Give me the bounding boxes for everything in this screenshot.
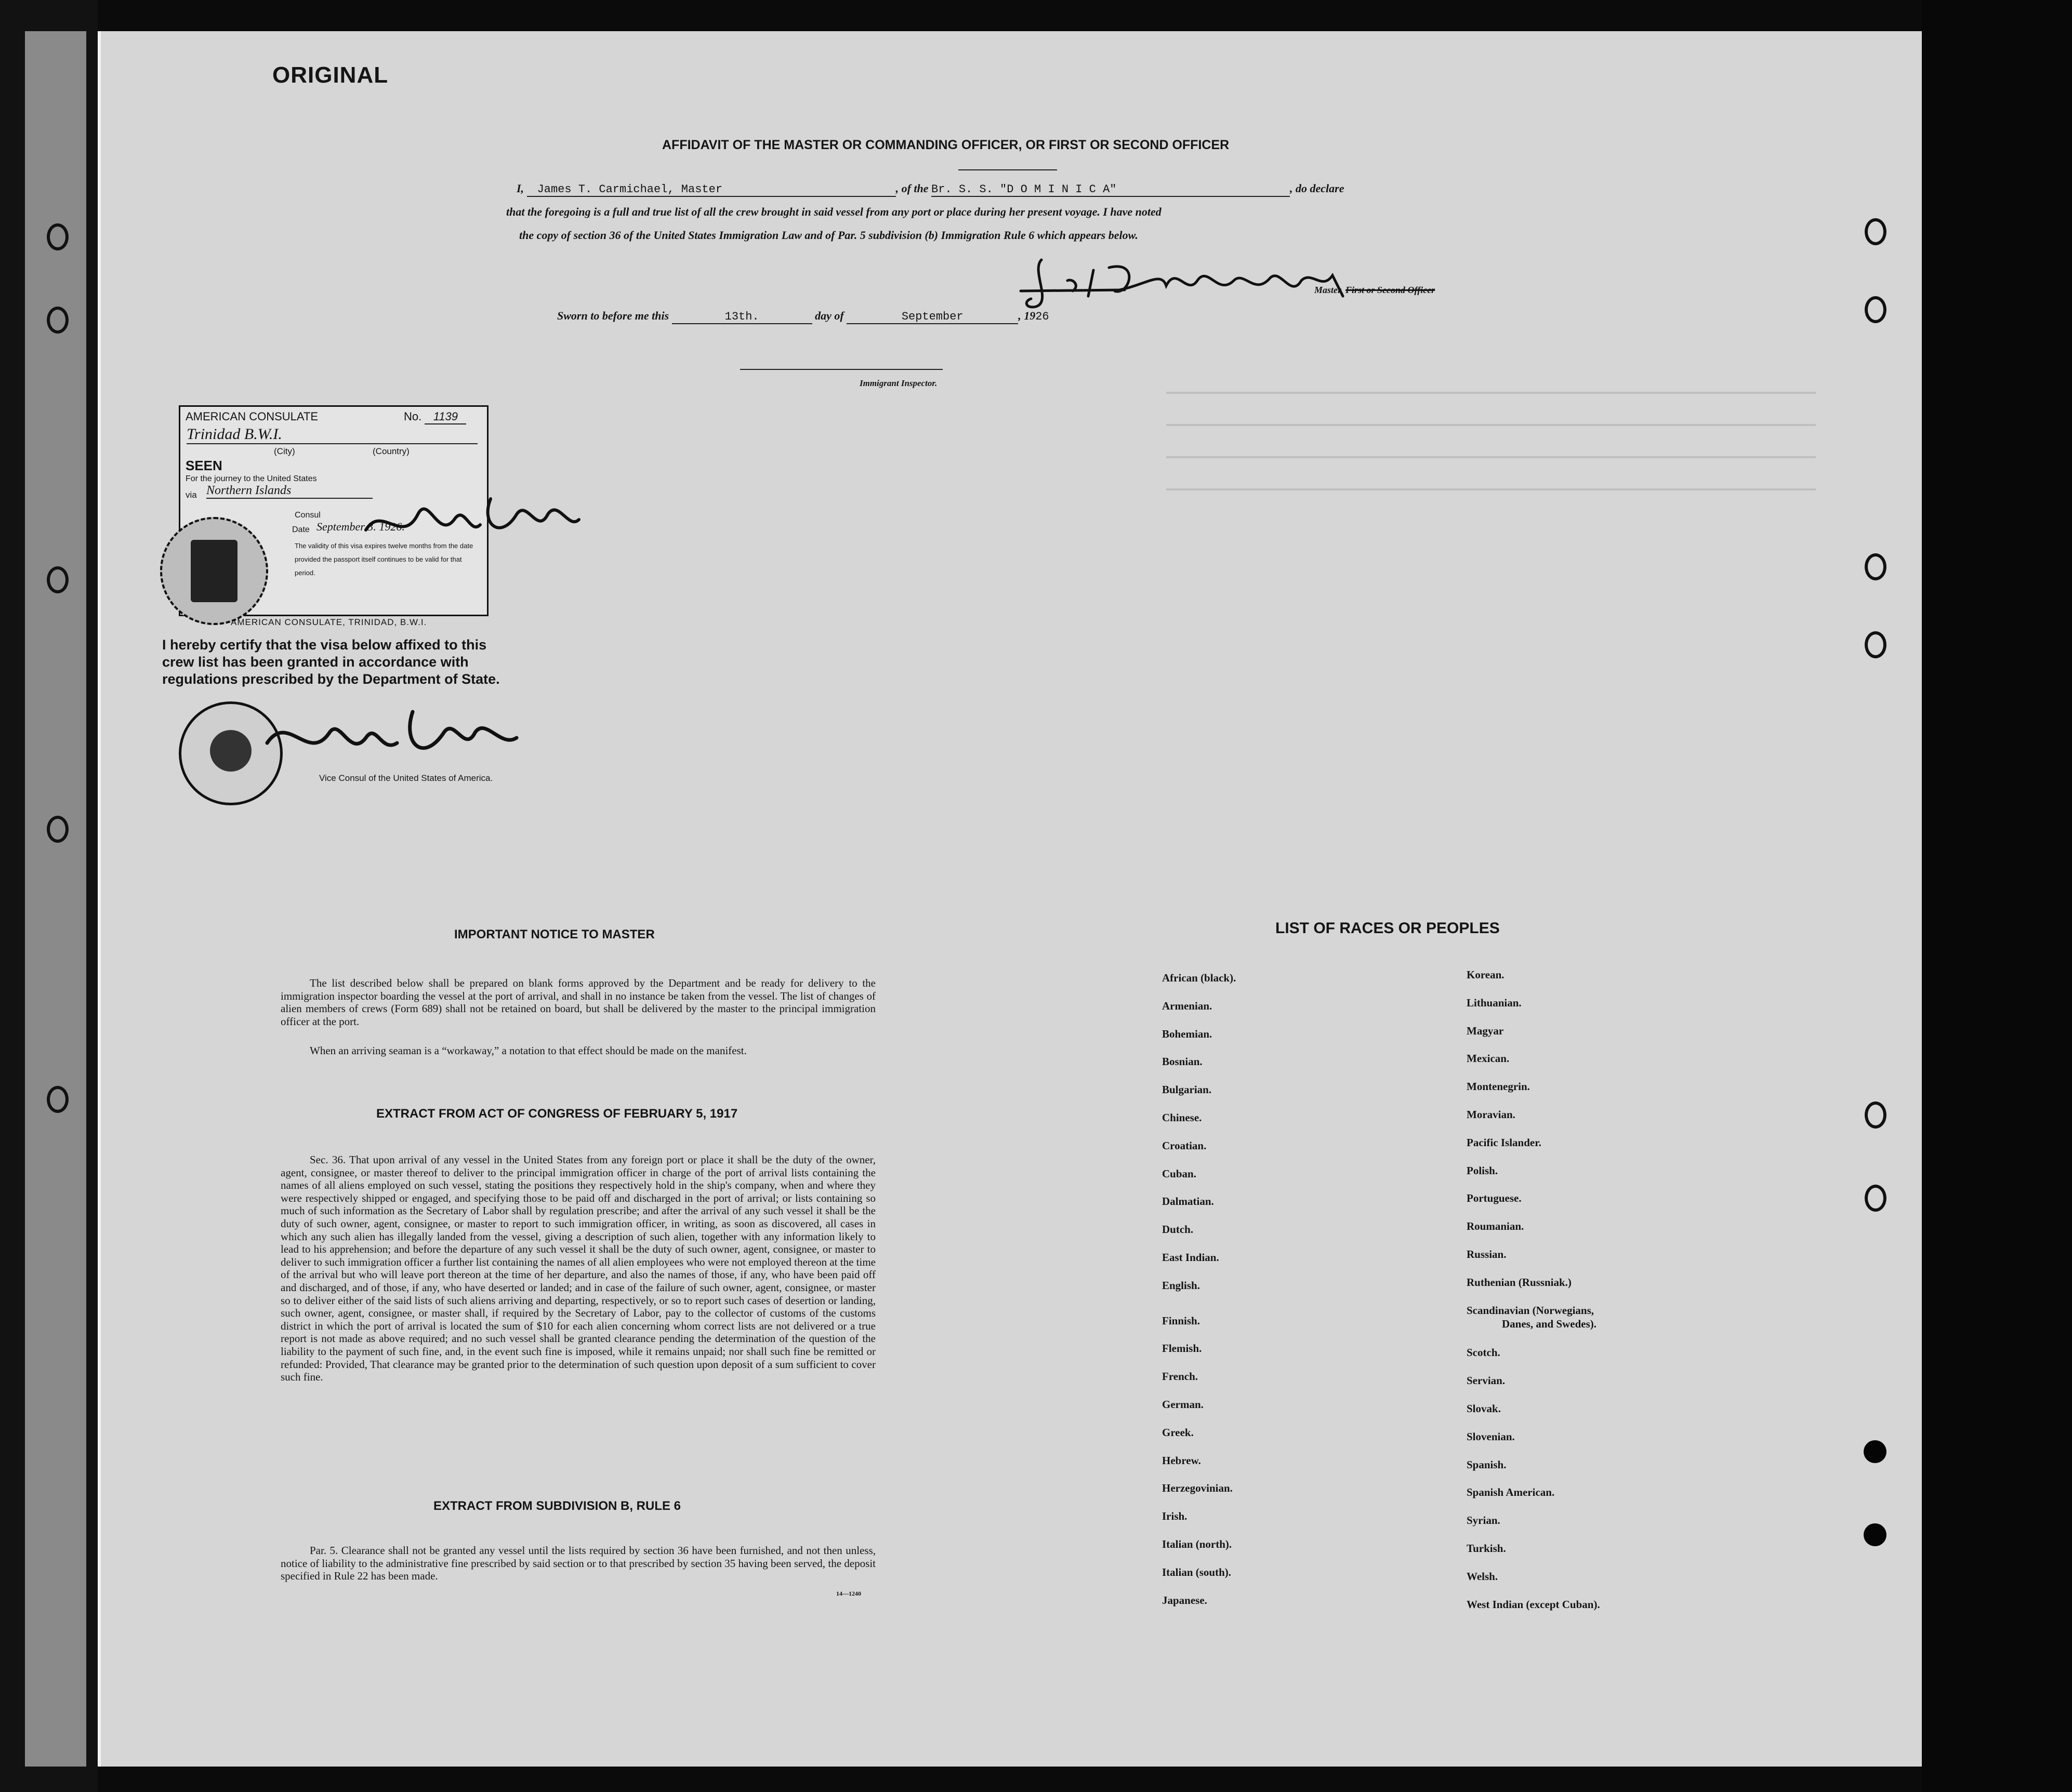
master-name-field: James T. Carmichael, Master	[527, 183, 896, 197]
race-item: Italian (north).	[1162, 1538, 1232, 1550]
stamp-country-label: (Country)	[373, 446, 410, 456]
binding-hole-icon	[47, 1086, 69, 1113]
sworn-month-field: September	[847, 310, 1018, 324]
right-edge	[1922, 0, 2072, 1792]
affidavit-line-3: the copy of section 36 of the United States Immigration Law and of Par. 5 subdivision (b) Immigration Rule 6 which appears below.	[519, 229, 1138, 242]
sworn-line	[557, 309, 1049, 324]
stamp-seen: SEEN	[186, 458, 222, 473]
race-item: Herzegovinian.	[1162, 1482, 1233, 1494]
race-item: Pacific Islander.	[1467, 1136, 1541, 1149]
stamp-date-label: Date	[292, 525, 310, 534]
i-label: I,	[517, 182, 524, 195]
affidavit-line-2: that the foregoing is a full and true list of all the crew brought in said vessel from any port or place during her present voyage. I have noted	[506, 205, 1162, 218]
stamp-via-label: via	[186, 490, 197, 500]
binding-hole-icon	[47, 307, 69, 334]
race-item: Croatian.	[1162, 1139, 1207, 1152]
race-item: Roumanian.	[1467, 1220, 1524, 1232]
sworn-day-field: 13th.	[672, 310, 812, 324]
master-title	[1314, 285, 1435, 296]
punch-hole-icon	[1865, 218, 1886, 245]
stamp-number-label: No.	[404, 410, 422, 423]
master-label: Master,	[1314, 285, 1343, 295]
race-item: Bohemian.	[1162, 1028, 1212, 1040]
punch-hole-solid-icon	[1864, 1523, 1886, 1546]
race-item: French.	[1162, 1370, 1198, 1383]
race-item: Danes, and Swedes).	[1502, 1318, 1597, 1330]
seal-eagle	[210, 730, 252, 772]
race-item: Hebrew.	[1162, 1454, 1201, 1467]
form-number: 14—1240	[836, 1590, 861, 1597]
stamp-consul-label: Consul	[295, 511, 321, 520]
affidavit-heading: AFFIDAVIT OF THE MASTER OR COMMANDING OFFICER, OR FIRST OR SECOND OFFICER	[662, 138, 1230, 152]
race-item: Italian (south).	[1162, 1566, 1232, 1578]
race-item: Cuban.	[1162, 1167, 1196, 1180]
punch-hole-solid-icon	[1864, 1440, 1886, 1463]
stamp-city-label: (City)	[274, 446, 295, 456]
vessel-name-field: Br. S. S. "D O M I N I C A"	[931, 183, 1290, 197]
race-item: Ruthenian (Russniak.)	[1467, 1276, 1572, 1289]
extract-1-text: Sec. 36. That upon arrival of any vessel in the United States from any foreign port or place it shall be the duty of the owner, agent, consignee, or master thereof to deliver to the principal immigration officer in charge of the port of arrival lists containing the names of all aliens employed on such vessel, stating the positions they respectively hold in the ship's company, when and where they were respectively shipped or engaged, and specifying those to be paid off and discharged in the port of arrival; or lists containing so much of such information as the Secretary of Labor shall by regulation prescribe; and after the arrival of any such vessel it shall be the duty of such owner, agent, consignee, or master to report to such immigration officer, in writing, as soon as discovered, all cases in which any such alien has illegally landed from the vessel, giving a description of such alien, together with any information likely to lead to his apprehension; and before the departure of any such vessel it shall be the duty of such owner, agent, consignee, or master to deliver to such immigration officer a further list containing the names of all alien employees who were not employed thereon at the time of the arrival but who will leave port thereon at the time of her departure, and also the names of those, if any, who have been paid off and discharged, and of those, if any, who have deserted or landed; and in case of the failure of such owner, agent, consignee, or master so to deliver either of the said lists of such aliens arriving and departing, respectively, or so to report such cases of desertion or landing, such owner, agent, consignee, or master shall, if required by the Secretary of Labor, pay to the collector of customs of the customs district in which the port of arrival is located the sum of $10 for each alien concerning whom correct lists are not delivered or a true report is not made as above required; and no such vessel shall be granted clearance pending the determination of the question of the liability to the payment of such fine, and, in the event such fine is imposed, while it remains unpaid; nor shall such fine be remitted or refunded: Provided, That clearance may be granted prior to the determination of such question upon deposit of a sum sufficient to cover such fine.	[281, 1153, 876, 1384]
race-item: East Indian.	[1162, 1251, 1219, 1264]
race-item: Scandinavian (Norwegians,	[1467, 1304, 1594, 1317]
stamp-journey: For the journey to the United States	[186, 474, 317, 483]
year-suffix: 26	[1035, 310, 1049, 323]
consul-signature-2-icon	[257, 696, 527, 779]
cert-text: I hereby certify that the visa below affixed to this crew list has been granted in accordance with regulations prescribed by the Department of State.	[162, 637, 500, 687]
fee-stamp-icon	[160, 517, 268, 625]
master-signature-icon	[1010, 249, 1405, 312]
binding-hole-icon	[47, 816, 69, 843]
race-item: German.	[1162, 1398, 1204, 1411]
stamp-title: AMERICAN CONSULATE	[186, 410, 319, 423]
race-item: Chinese.	[1162, 1111, 1202, 1124]
race-item: Moravian.	[1467, 1108, 1515, 1121]
heading-rule	[958, 169, 1057, 170]
race-item: Armenian.	[1162, 1000, 1212, 1012]
stamp-city: Trinidad B.W.I.	[187, 426, 478, 444]
race-item: Finnish.	[1162, 1315, 1200, 1327]
race-item: Russian.	[1467, 1248, 1507, 1260]
race-item: African (black).	[1162, 972, 1236, 984]
inspector-label: Immigrant Inspector.	[860, 378, 938, 388]
race-item: Scotch.	[1467, 1346, 1500, 1359]
consul-signature-icon	[361, 483, 584, 556]
stamp-number-row	[404, 410, 466, 424]
race-item: Dutch.	[1162, 1223, 1194, 1236]
race-item: Dalmatian.	[1162, 1195, 1214, 1207]
cert-signature-role: Vice Consul of the United States of America.	[319, 773, 493, 783]
race-item: Bulgarian.	[1162, 1083, 1212, 1096]
original-marker: ORIGINAL	[272, 62, 389, 88]
race-item: Portuguese.	[1467, 1192, 1522, 1204]
race-item: Irish.	[1162, 1510, 1187, 1522]
punch-hole-icon	[1865, 631, 1886, 658]
race-item: Flemish.	[1162, 1342, 1202, 1355]
race-item: Spanish American.	[1467, 1486, 1555, 1498]
inspector-signature-line	[740, 369, 943, 370]
punch-hole-icon	[1865, 1185, 1886, 1212]
extract-1-heading: EXTRACT FROM ACT OF CONGRESS OF FEBRUARY 5, 1917	[376, 1107, 738, 1121]
race-item: Polish.	[1467, 1164, 1498, 1177]
race-item: Syrian.	[1467, 1514, 1500, 1526]
race-item: Servian.	[1467, 1374, 1506, 1387]
binding-strip	[25, 31, 86, 1767]
crew-list-page	[98, 31, 1925, 1767]
extract-2-text: Par. 5. Clearance shall not be granted any vessel until the lists required by section 36 have been furnished, and not then unless, notice of liability to the administrative fine prescribed by said section or to that prescribed by section 35 having been served, the deposit specified in Rule 22 has been made.	[281, 1544, 876, 1583]
race-item: West Indian (except Cuban).	[1467, 1598, 1600, 1611]
affidavit-name-line	[517, 182, 1344, 197]
notice-paragraph-2: When an arriving seaman is a “workaway,” a notation to that effect should be made on the manifest.	[310, 1044, 747, 1057]
race-item: Welsh.	[1467, 1570, 1498, 1583]
bleed-through-area	[1166, 374, 1816, 509]
race-item: English.	[1162, 1279, 1200, 1292]
races-heading: LIST OF RACES OR PEOPLES	[1275, 920, 1500, 937]
do-declare-label: , do declare	[1290, 182, 1344, 195]
notice-paragraph-1: The list described below shall be prepared on blank forms approved by the Department and be ready for delivery to the immigration inspector boarding the vessel at the port of arrival, and shall in no instance be taken from the vessel. The list of changes of alien members of crews (Form 689) shall not be retained on board, but shall be delivered by the master to the principal immigration officer at the port.	[281, 977, 876, 1028]
punch-hole-icon	[1865, 296, 1886, 323]
race-item: Mexican.	[1467, 1052, 1510, 1065]
day-of-label: day of	[815, 309, 844, 322]
stamp-via: Northern Islands	[206, 484, 373, 499]
race-item: Lithuanian.	[1467, 997, 1522, 1009]
notice-heading: IMPORTANT NOTICE TO MASTER	[454, 927, 655, 941]
race-item: Bosnian.	[1162, 1055, 1203, 1068]
stamp-number: 1139	[425, 410, 466, 424]
race-item: Magyar	[1467, 1025, 1504, 1037]
year-prefix: , 19	[1018, 309, 1036, 322]
stamp-date: September 3. 1926.	[316, 520, 405, 533]
race-item: Korean.	[1467, 968, 1504, 981]
punch-hole-icon	[1865, 1101, 1886, 1129]
binding-hole-icon	[47, 223, 69, 250]
stamp-validity: The validity of this visa expires twelve months from the date provided the passport itself continues to be valid for that period.	[295, 542, 473, 577]
extract-2-heading: EXTRACT FROM SUBDIVISION B, RULE 6	[433, 1499, 681, 1513]
race-item: Japanese.	[1162, 1594, 1207, 1607]
race-item: Slovak.	[1467, 1402, 1501, 1415]
of-the-label: , of the	[895, 182, 929, 195]
race-item: Spanish.	[1467, 1458, 1507, 1471]
sworn-label: Sworn to before me this	[557, 309, 669, 322]
race-item: Greek.	[1162, 1426, 1194, 1439]
race-item: Slovenian.	[1467, 1430, 1515, 1443]
punch-hole-icon	[1865, 553, 1886, 580]
binding-hole-icon	[47, 566, 69, 593]
fee-stamp-inner	[191, 540, 237, 602]
cert-consulate-line: AMERICAN CONSULATE, TRINIDAD, B.W.I.	[231, 617, 427, 627]
race-item: Turkish.	[1467, 1542, 1506, 1555]
race-item: Montenegrin.	[1467, 1080, 1530, 1093]
officer-struck: First or Second Officer	[1345, 285, 1435, 295]
